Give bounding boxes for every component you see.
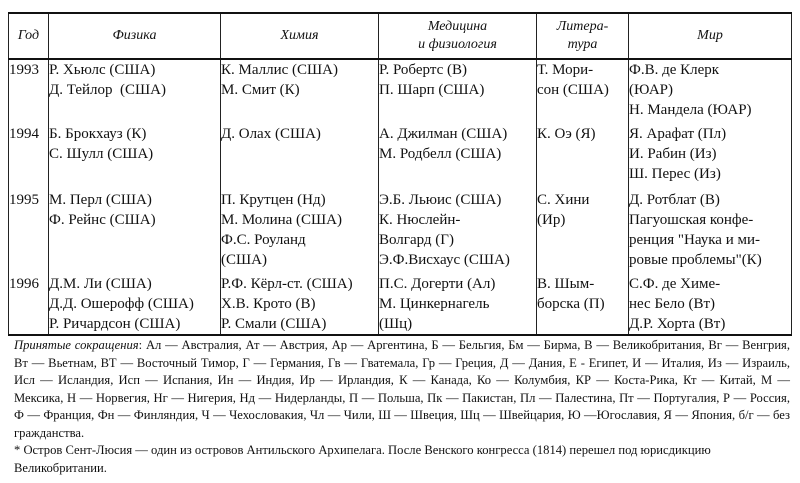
header-literature-line1: Литера-: [556, 19, 609, 34]
medicine-cell: А. Джилман (США) М. Родбелл (США): [379, 120, 537, 186]
literature-cell: В. Шым- борска (П): [537, 270, 629, 335]
nobel-table: [8, 12, 792, 336]
physics-cell: Р. Хьюлс (США) Д. Тейлор (США): [49, 59, 221, 120]
header-chemistry: Химия: [221, 13, 379, 59]
chemistry-cell: Д. Олах (США): [221, 120, 379, 186]
table-row: [9, 59, 792, 120]
chemistry-cell: Р.Ф. Кёрл-ст. (США) Х.В. Крото (В) Р. Смали (США): [221, 270, 379, 335]
header-peace: Мир: [629, 13, 792, 59]
header-literature-line2: тура: [567, 37, 598, 52]
header-literature: [537, 13, 629, 59]
header-medicine: [379, 13, 537, 59]
abbreviations-note: [14, 337, 790, 443]
medicine-cell: П.С. Догерти (Ал) М. Цинкернагель (Шц): [379, 270, 537, 335]
year-cell: 1995: [9, 186, 49, 270]
year-cell: 1996: [9, 270, 49, 335]
peace-cell: Ф.В. де Клерк (ЮАР) Н. Мандела (ЮАР): [629, 59, 792, 120]
table-row: [9, 270, 792, 335]
medicine-cell: Р. Робертс (В) П. Шарп (США): [379, 59, 537, 120]
peace-cell: С.Ф. де Химе- нес Бело (Вт) Д.Р. Хорта (Вт): [629, 270, 792, 335]
header-medicine-line2: и физиология: [418, 37, 497, 52]
abbreviations-lead: Принятые сокращения: [14, 338, 139, 352]
physics-cell: Д.М. Ли (США) Д.Д. Ошерофф (США) Р. Ричардсон (США): [49, 270, 221, 335]
footnote: * Остров Сент-Люсия — один из островов Антильского Архипелага. После Венского конгресса (1814) перешел под юрисдикцию Великобритании.: [14, 443, 711, 475]
peace-cell: Д. Ротблат (В) Пагуошская конфе- ренция "Наука и ми- ровые проблемы"(К): [629, 186, 792, 270]
peace-cell: Я. Арафат (Пл) И. Рабин (Из) Ш. Перес (Из): [629, 120, 792, 186]
literature-cell: К. Оэ (Я): [537, 120, 629, 186]
year-cell: 1993: [9, 59, 49, 120]
header-row: [9, 13, 792, 59]
literature-cell: С. Хини (Ир): [537, 186, 629, 270]
physics-cell: Б. Брокхауз (К) С. Шулл (США): [49, 120, 221, 186]
abbreviations-text: : Ал — Австралия, Ат — Австрия, Ар — Аргентина, Б — Бельгия, Бм — Бирма, В — Великобритания, Вг — Венгрия, Вт — Вьетнам, ВТ — Восточный Тимор, Г — Германия, Гв — Гватемала, Гр — Греция, Д — Дания, Е - Египет, И — Италия, Из — Израиль, Исл — Исландия, Исп — Испания, Ин — Индия, Ир — Ирландия, К — Канада, Ко — Колумбия, КР — Коста-Рика, Кт — Китай, М — Мексика, Н — Норвегия, Нг — Нигерия, Нд — Нидерланды, П — Польша, Пк — Пакистан, Пл — Палестина, Пт — Португалия, Р — Россия, Ф — Франция, Фн — Финляндия, Ч — Чехословакия, Чл — Чили, Ш — Швеция, Шц — Швейцария, Ю —Югославия, Я — Япония, б/г — без гражданства.: [14, 338, 791, 440]
header-medicine-line1: Медицина: [427, 19, 488, 34]
chemistry-cell: К. Маллис (США) М. Смит (К): [221, 59, 379, 120]
year-cell: 1994: [9, 120, 49, 186]
chemistry-cell: П. Крутцен (Нд) М. Молина (США) Ф.С. Роуланд (США): [221, 186, 379, 270]
header-year: Год: [9, 13, 49, 59]
literature-cell: Т. Мори- сон (США): [537, 59, 629, 120]
table-row: [9, 120, 792, 186]
table-row: [9, 186, 792, 270]
header-physics: Физика: [49, 13, 221, 59]
medicine-cell: Э.Б. Льюис (США) К. Нюслейн- Волгард (Г) Э.Ф.Висхаус (США): [379, 186, 537, 270]
physics-cell: М. Перл (США) Ф. Рейнс (США): [49, 186, 221, 270]
